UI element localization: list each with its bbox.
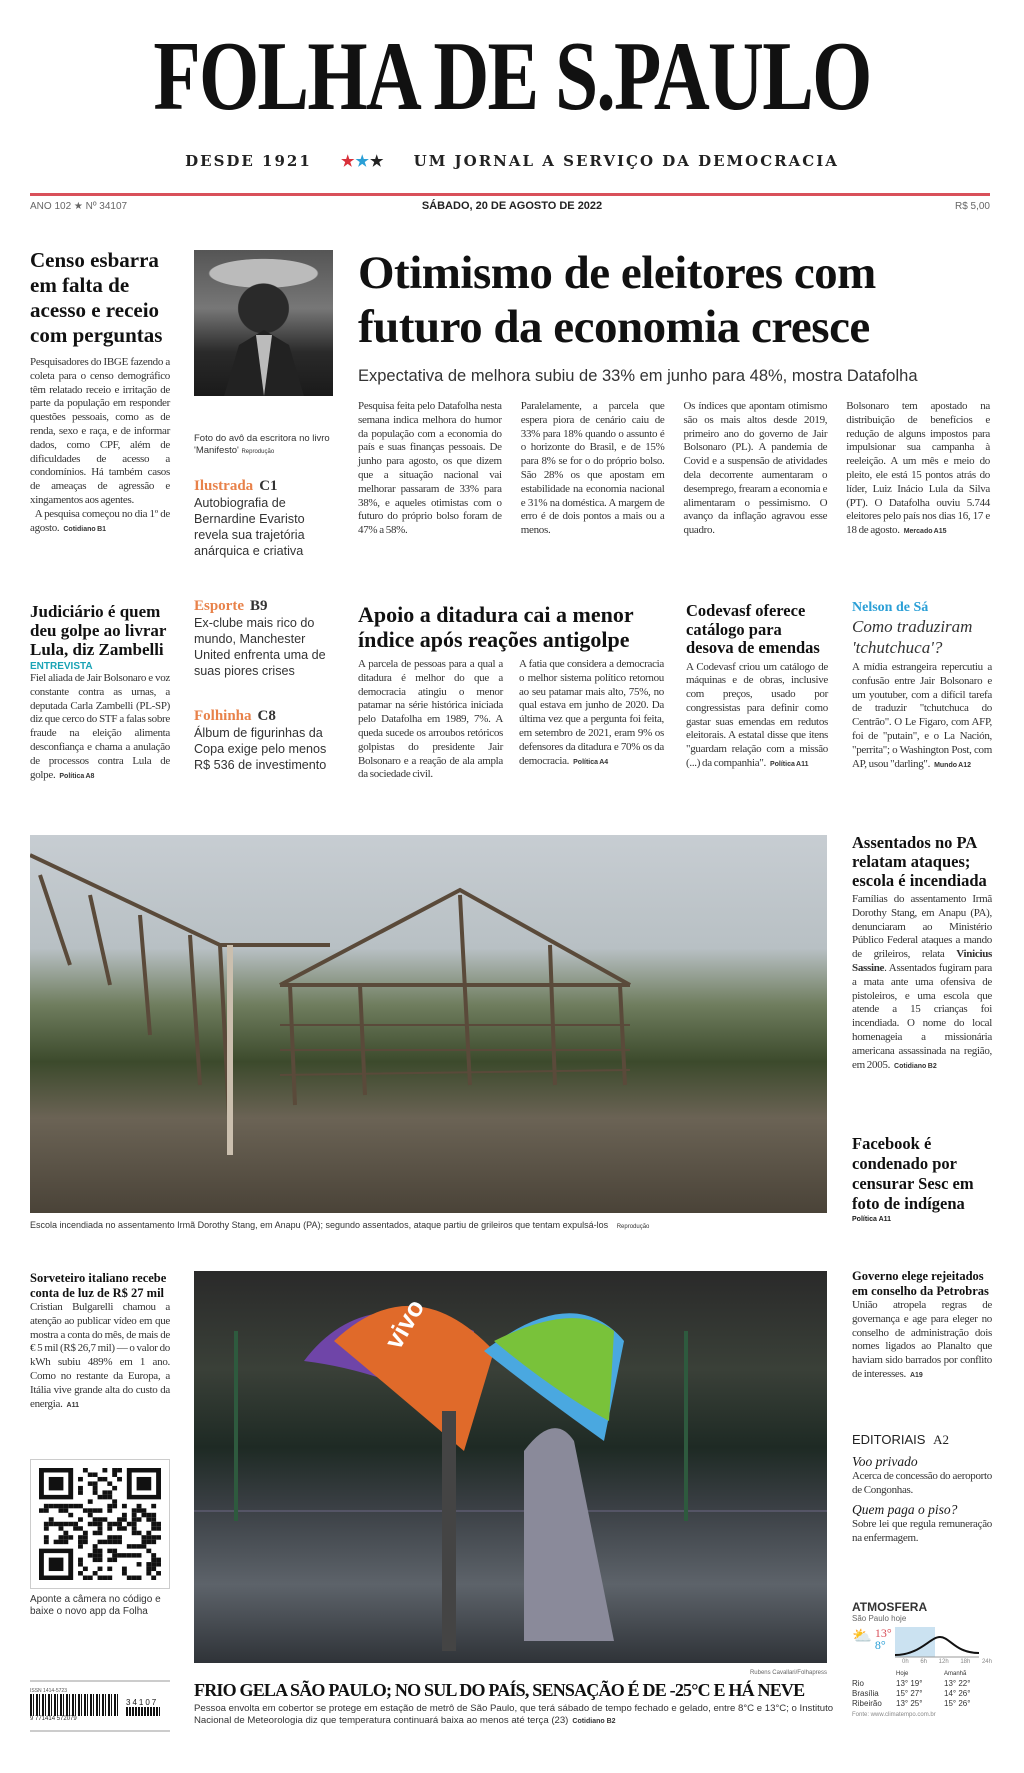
since-label: DESDE 1921 [185,152,312,170]
cloud-sun-icon: ⛅ [852,1628,872,1645]
headline[interactable]: Governo elege rejeitados em conselho da Petrobras [852,1269,989,1298]
page-ref[interactable]: Política A8 [59,772,95,780]
headline[interactable]: Judiciário é quem deu golpe ao livrar Lula, diz Zambelli [30,602,167,659]
school-ruins [30,835,827,1213]
photo-credit: Rubens Cavallari/Folhapress [749,1670,827,1676]
hour-tick: 24h [981,1659,992,1665]
stars-icon: ★★★ [341,152,385,170]
headline[interactable]: Facebook é condenado por censurar Sesc em foto de indígena [852,1134,974,1213]
kicker: ENTREVISTA [30,661,93,672]
headline[interactable]: FRIO GELA SÃO PAULO; NO SUL DO PAÍS, SENSAÇÃO É DE -25°C E HÁ NEVE [194,1680,805,1700]
page-ref[interactable]: Mercado A15 [903,528,947,536]
headline[interactable]: Codevasf oferece catálogo para desova de emendas [686,601,820,657]
burned-school-photo [30,835,827,1213]
main-body: Pesquisa feita pelo Datafolha nesta semana indica melhora do humor da população com a economia do país e suas finanças pessoais. De junho para agosto, os que dizem que a situação nacional vai melhorar passaram de 33% para 38%, e aqueles otimistas com o futuro do próprio bolso foram de 47% a 58%. Paralelamente, a parcela que espera piora de cenário caiu de 33% para 18% quando o assunto é o horizonte do Brasil, e de 15% para 8% se for o do próprio bolso. São 28% os que apostam em estabilidade na economia nacional e 31% na doméstica. A margem de erro é de dois pontos a mais ou a menos. Os índices que apontam otimismo são os mais altos desde 2019, primeiro ano do governo de Jair Bolsonaro (PL). A pandemia de Covid e a suspensão de atividades dela decorrente aumentaram o desemprego, frearam a economia e alimentaram o pessimismo. O avanço da inflação agravou esse quadro. Bolsonaro tem apostado na distribuição de benefícios e redução de alguns impostos para impulsionar sua campanha à reeleição. A um mês e meio do pleito, ele está 15 pontos atrás do líder, Luiz Inácio Lula da Silva (PT). O Datafolha ouviu 5.744 eleitores pelo país nos dias 16, 17 e 18 de agosto. Mercado A15 [358,400,990,537]
phone-booth-photo [194,1271,827,1663]
teaser-esporte[interactable] [194,598,336,679]
teaser-folhinha[interactable] [194,708,336,773]
headline[interactable]: Sorveteiro italiano recebe conta de luz de R$ 27 mil [30,1271,167,1300]
teaser-ilustrada[interactable] [194,478,336,559]
section-label: Ilustrada C1 [194,478,278,494]
hour-tick: 6h [920,1659,928,1665]
headline[interactable]: Como traduziram 'tchutchuca'? [852,617,973,657]
column-nelson-de-sa[interactable]: Nelson de Sá Como traduziram 'tchutchuca'? A mídia estrangeira repercutiu a confusão entre Jair Bolsonaro e um youtuber, com a difícil tarefa de traduzir "tchutchuca do Centrão". O Le Figaro, com AFP, foi de "putain", e o La Nación, "perrita"; o Washington Post, com AP, usou "darling". Mundo A12 [852,600,992,770]
story-judiciario[interactable]: Judiciário é quem deu golpe ao livrar Lula, diz Zambelli ENTREVISTA Fiel aliada de Jair Bolsonaro e voz constante contra as urnas, a deputada Carla Zambelli (PL-SP) diz que cerco do STF a falas sobre fraude na eleição alimenta desconfiança e chama a anulação de processos contra Lula de golpe. Política A8 [30,602,170,781]
teaser-text[interactable]: Álbum de figurinhas da Copa exige pelo menos R$ 536 de investimento [194,726,327,772]
editorials-title: EDITORIAIS A2 [852,1432,949,1447]
qr-caption: Aponte a câmera no código e baixe o novo app da Folha [30,1594,161,1617]
portrait-figure [194,250,333,396]
headline[interactable]: Assentados no PA relatam ataques; escola é incendiada [852,833,987,890]
booth-brand: vivo [378,1293,431,1354]
page-ref[interactable]: A11 [66,1401,79,1409]
editorials [852,1432,992,1545]
section-label: Folhinha C8 [194,708,276,724]
page-ref[interactable]: A19 [909,1371,923,1379]
story-assentados[interactable]: Assentados no PA relatam ataques; escola é incendiada Famílias do assentamento Irmã Dorothy Stang, em Anapu (PA), denunciaram ao Ministério Público Federal ataques a mando de grileiros, relata Vinicius Sassine. Assentados fugiram para a mata ante uma ofensiva de pistoleiros, e uma escola que atende a 15 crianças foi incendiada. O nome do local homenageia a missionária americana assassinada na região, em 2005. Cotidiano B2 [852,833,992,1071]
masthead-rule [30,193,990,196]
portrait-photo [194,250,333,396]
big-photo-caption: Escola incendiada no assentamento Irmã Dorothy Stang, em Anapu (PA); segundo assentados, ataque partiu de grileiros que tentam expulsá-los Reprodução [30,1220,650,1230]
city-forecast-table: Hoje Amanhã Rio 13° 19° 13° 22° Brasília 15° 27° 14° 26° Ribeirão 13° 25° 15° 26° [852,1671,971,1708]
main-headline[interactable]: Otimismo de eleitores com futuro da economia cresce [358,247,876,353]
page-ref[interactable]: Cotidiano B2 [572,1718,616,1725]
story-apoio[interactable]: Apoio a ditadura cai a menor índice após reações antigolpe A parcela de pessoas para a qual a ditadura é melhor do que a democracia atingiu o menor patamar na série histórica iniciada pelo Datafolha em 1989, 7%. A queda sucede os arroubos retóricos golpistas do presidente Jair Bolsonaro e a reação de ala ampla da sociedade civil. A fatia que considera a democracia o melhor sistema político retornou ao seu patamar mais alto, 75%, no qual estava em junho de 2020. Da última vez que a pergunta foi feita, em setembro de 2021, eram 9% os defensores da ditadura e 70% os da democracia. Política A4 [358,602,664,781]
page-ref[interactable]: Política A11 [852,1216,892,1223]
weather-widget: ATMOSFERA São Paulo hoje ⛅ 13° 8° 0h 6h 12h 18h 24h Hoje Amanhã Rio 13° 19° 13° 22° Brasília 15° 27° 14° 26° Ribeirão 13° 25° 15° 26° Fonte: www.climatempo.com.br [852,1600,992,1718]
story-facebook[interactable] [852,1134,992,1223]
teaser-text[interactable]: Autobiografia de Bernardine Evaristo revela sua trajetória anárquica e criativa [194,496,305,558]
chart-hours [902,1659,992,1665]
phone-booths [194,1271,827,1663]
story-frio[interactable]: FRIO GELA SÃO PAULO; NO SUL DO PAÍS, SENSAÇÃO É DE -25°C E HÁ NEVE Pessoa envolta em cobertor se protege em estação de metrô de São Paulo, que terá sábado de tempo fechado e gelado, entre 8°C e 13°C; o Instituto Nacional de Meteorologia diz que temperatura continuará baixa ao menos até terça (23) Cotidiano B2 [194,1680,834,1726]
weather-source[interactable]: Fonte: www.climatempo.com.br [852,1712,936,1718]
page-ref[interactable]: Política A11 [769,761,809,769]
columnist-name: Nelson de Sá [852,600,929,615]
price: R$ 5,00 [954,201,990,212]
teaser-text[interactable]: Ex-clube mais rico do mundo, Manchester United enfrenta uma de suas piores crises [194,616,326,678]
motto: UM JORNAL A SERVIÇO DA DEMOCRACIA [413,152,839,170]
newspaper-logo: FOLHA DE S.PAULO [153,22,871,131]
qr-code-icon [39,1468,161,1580]
tagline [0,152,1024,170]
page-ref[interactable]: Cotidiano B1 [63,525,107,533]
main-subhead: Expectativa de melhora subiu de 33% em junho para 48%, mostra Datafolha [358,367,918,385]
barcode-bars [30,1694,118,1716]
section-label: Esporte B9 [194,598,268,614]
photo-caption: Foto do avô da escritora no livro 'Manifesto' Reprodução [194,433,330,456]
story-governo[interactable]: Governo elege rejeitados em conselho da Petrobras União atropela regras de governança e age para eleger no conselho de administração dois nomes ligados ao Planalto que haviam sido barrados por conflito de interesses. A19 [852,1269,992,1380]
temperature-chart [895,1627,979,1659]
story-body: Pesquisadores do IBGE fazendo a coleta para o censo demográfico têm relatado receio e irritação de parte da população em responder questões pessoais, como as de renda, sexo e raça, e de informar dados, como CPF, além de dificuldades de acesso a condomínios. Há também casos de ameaças de agressão e xingamentos aos agentes. A pesquisa começou no dia 1º de agosto. Cotidiano B1 [30,356,170,534]
editorial-item[interactable]: Quem paga o piso? Sobre lei que regula remuneração na enfermagem. [852,1502,992,1544]
hour-tick: 0h [902,1659,909,1665]
story-codevasf[interactable]: Codevasf oferece catálogo para desova de emendas A Codevasf criou um catálogo de máquinas e de obras, inclusive com preços, usado por congressistas para definir como gastar suas emendas em redutos eleitorais. A estatal disse que itens "guardam relação com a missão (...) da companhia". Política A11 [686,601,828,770]
barcode: ISSN 1414-5723 34107 9 771414 572079 [30,1680,170,1732]
story-main[interactable] [358,246,990,539]
edition-number: ANO 102 ★ Nº 34107 [30,201,128,212]
hour-tick: 12h [938,1659,949,1665]
qr-code[interactable] [30,1459,170,1589]
hour-tick: 18h [960,1659,971,1665]
editorial-item[interactable]: Voo privado Acerca de concessão do aeroporto de Congonhas. [852,1454,992,1496]
story-censo[interactable] [30,248,170,536]
page-ref[interactable]: Política A4 [573,758,609,766]
edition-date: SÁBADO, 20 DE AGOSTO DE 2022 [421,200,603,212]
page-ref[interactable]: Cotidiano B2 [894,1062,937,1070]
headline[interactable]: Apoio a ditadura cai a menor índice após reações antigolpe [358,602,634,652]
headline[interactable]: Censo esbarra em falta de acesso e receio com perguntas [30,248,163,347]
story-sorveteiro[interactable]: Sorveteiro italiano recebe conta de luz de R$ 27 mil Cristian Bulgarelli chamou a atenção ao publicar vídeo em que mostra a conta do mês, de mais de € 5 mil (R$ 26,7 mil) — o valor do kWh subiu 489% em 1 ano. Como no restante da Europa, a Itália vive grande alta do custo da energia. A11 [30,1271,170,1410]
page-ref[interactable]: Mundo A12 [934,761,972,769]
